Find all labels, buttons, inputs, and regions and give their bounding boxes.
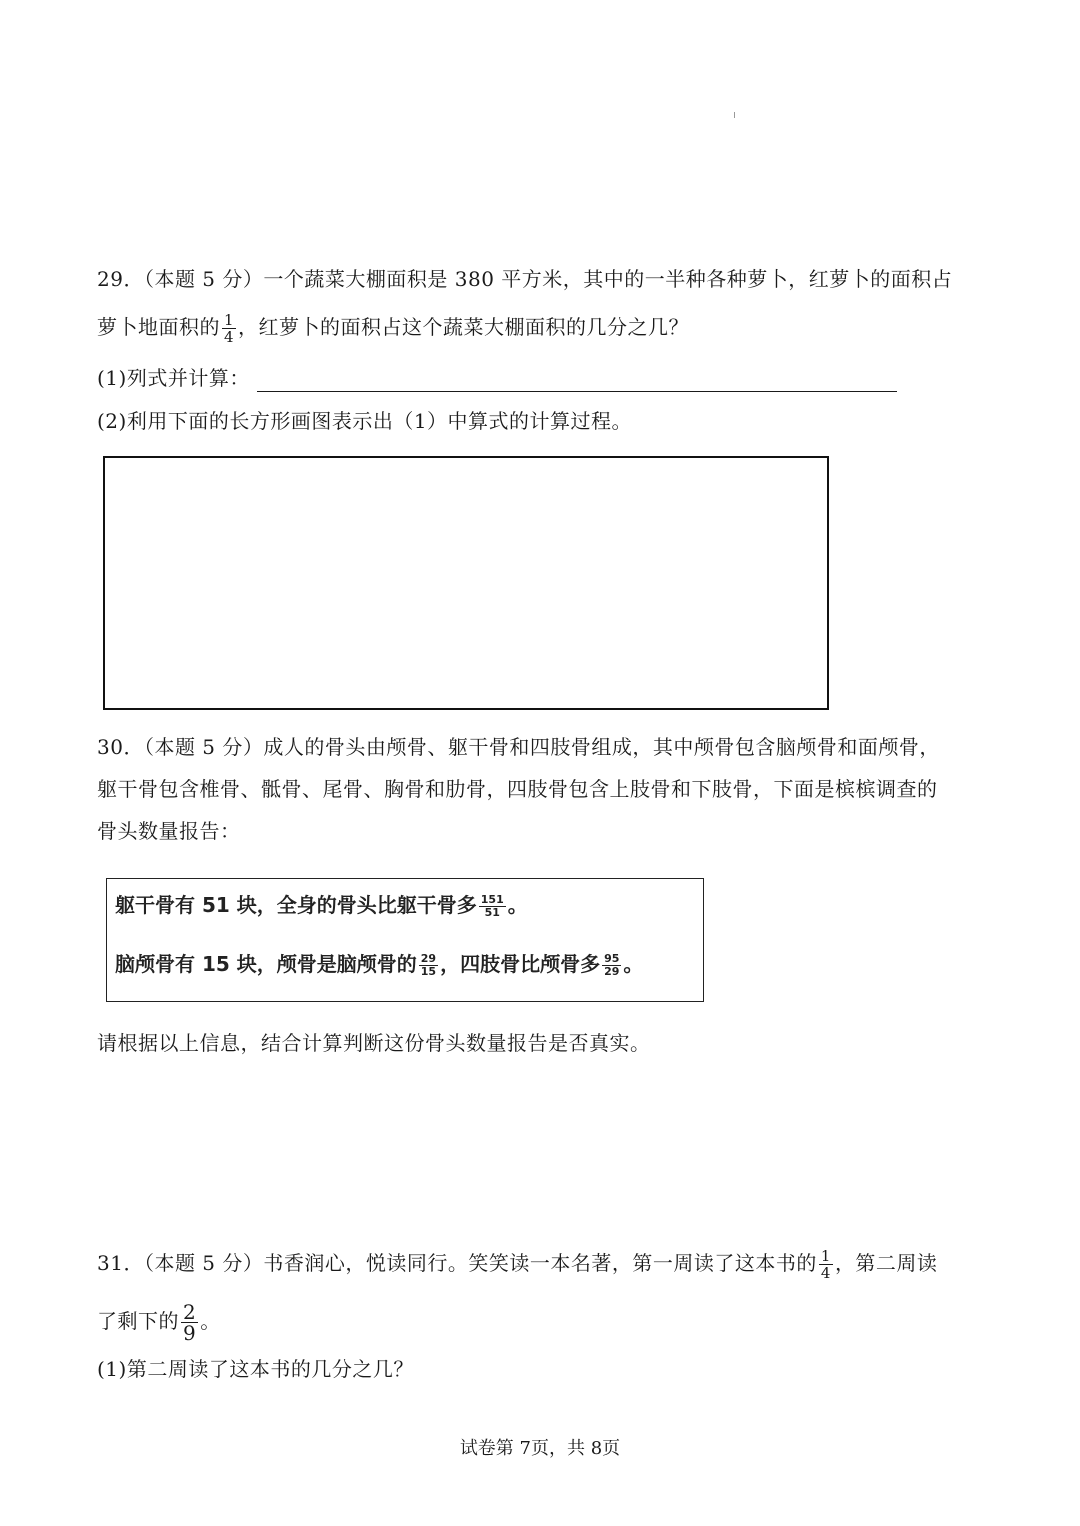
drawing-rectangle[interactable] [103,456,829,710]
q31-line1-end: ，第二周读 [834,1251,938,1275]
frac-numerator: 95 [604,952,620,965]
frac-numerator: 2 [183,1300,197,1324]
q29-line1: 29．（本题 5 分）一个蔬菜大棚面积是 380 平方米，其中的一半种各种萝卜，红萝卜的面积占 [97,267,953,291]
frac-denominator: 4 [820,1264,831,1282]
answer-blank[interactable] [257,371,897,392]
report-line-1-text: 躯干骨有 51 块，全身的骨头比躯干骨多 [115,893,477,917]
q29-line2-post: ，红萝卜的面积占这个蔬菜大棚面积的几分之几？ [238,315,690,339]
q30-line3: 骨头数量报告： [97,819,241,843]
fraction-29-15 [419,953,438,978]
q31-line2-text: 了剩下的 [97,1309,179,1333]
report-line-2-mid: ，四肢骨比颅骨多 [440,952,601,976]
report-line-1 [115,889,528,919]
q31-line2 [97,1302,221,1343]
q29-line2-pre: 萝卜地面积的 [97,315,220,339]
frac-denominator: 51 [484,906,500,919]
fraction-one-quarter [222,312,236,345]
q30-prompt: 请根据以上信息，结合计算判断这份骨头数量报告是否真实。 [97,1031,651,1055]
page-footer: 试卷第 7页，共 8页 [459,1438,621,1459]
report-line-2-end: 。 [623,952,644,976]
frac-numerator: 1 [224,311,235,329]
frac-denominator: 29 [604,965,620,978]
frac-numerator: 29 [420,952,437,965]
report-line-2-text: 脑颅骨有 15 块，颅骨是脑颅骨的 [115,952,417,976]
frac-denominator: 4 [224,328,235,346]
q30-line1: 30．（本题 5 分）成人的骨头由颅骨、躯干骨和四肢骨组成，其中颅骨包含脑颅骨和面颅骨， [97,735,940,759]
q31-line1-text: 31．（本题 5 分）书香润心，悦读同行。笑笑读一本名著，第一周读了这本书的 [97,1251,817,1275]
q29-part1-label: (1)列式并计算： [97,366,250,390]
q31-line2-end: 。 [200,1309,221,1333]
fraction-one-quarter [819,1248,833,1281]
q30-line2: 躯干骨包含椎骨、骶骨、尾骨、胸骨和肋骨，四肢骨包含上肢骨和下肢骨，下面是槟槟调查的 [97,777,938,801]
fraction-95-29 [602,953,621,978]
q31-line1 [97,1248,937,1281]
frac-denominator: 15 [420,965,437,978]
frac-numerator: 1 [820,1247,831,1265]
q29-line2 [97,312,689,345]
q29-part2: (2)利用下面的长方形画图表示出（1）中算式的计算过程。 [97,409,633,433]
fraction-two-ninths [181,1302,198,1343]
frac-numerator: 151 [480,893,504,906]
fraction-151-51 [479,894,506,919]
frac-denominator: 9 [183,1321,197,1345]
bone-report-box [106,878,704,1002]
report-line-1-end: 。 [507,893,528,917]
scan-mark [734,112,735,118]
q29-part1 [97,364,897,392]
q31-part1: (1)第二周读了这本书的几分之几？ [97,1357,414,1381]
report-line-2 [115,948,643,978]
